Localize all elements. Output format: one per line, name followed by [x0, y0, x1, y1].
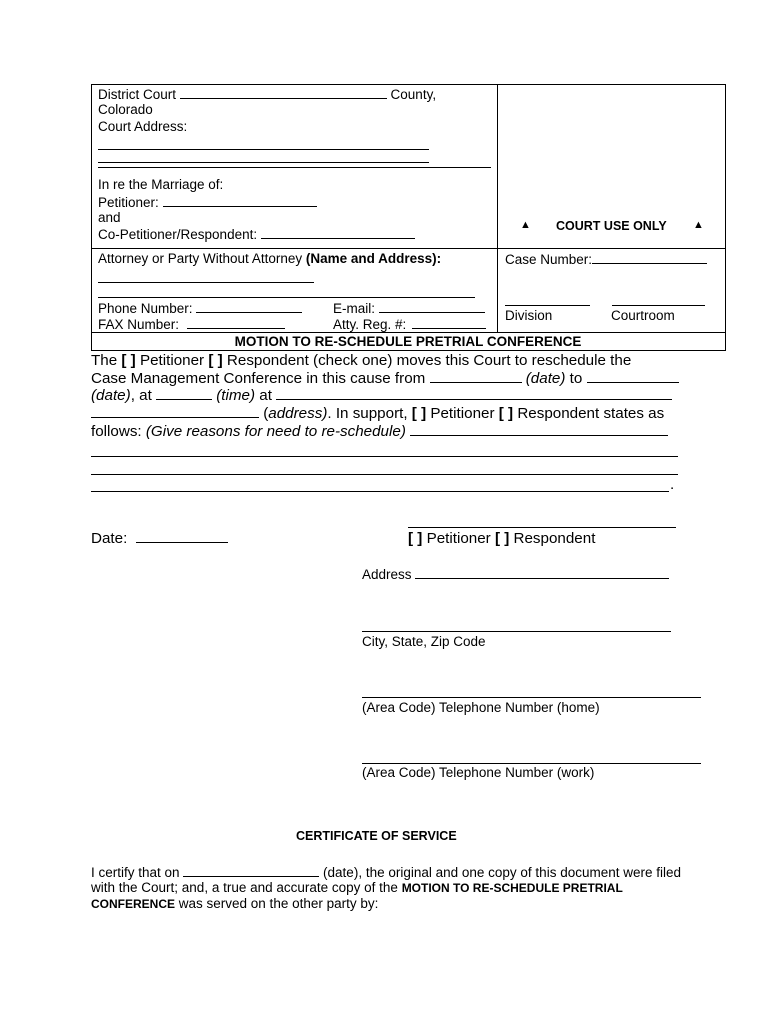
courtroom-label: Courtroom: [611, 308, 675, 323]
certificate-l1-a: I certify that on: [91, 865, 184, 880]
petitioner-line: [98, 194, 317, 210]
phone-blank[interactable]: [196, 300, 302, 313]
certificate-line-1: [91, 864, 681, 880]
body-the: The: [91, 352, 122, 369]
support-respondent-checkbox[interactable]: [ ]: [498, 405, 514, 422]
reasons-line-2[interactable]: [91, 456, 678, 457]
reasons-line-3[interactable]: [91, 474, 678, 475]
address-line: [362, 566, 669, 582]
atty-reg-blank[interactable]: [412, 316, 486, 329]
fax-blank[interactable]: [187, 316, 285, 329]
body-address-label: address): [268, 405, 328, 422]
body-petitioner: Petitioner: [135, 352, 209, 369]
up-arrow-icon: ▲: [693, 219, 704, 231]
certificate-date-blank[interactable]: [183, 864, 319, 877]
body-to: to: [565, 370, 587, 387]
attorney-address-line[interactable]: [98, 297, 475, 298]
body-line-5: [91, 423, 668, 440]
phone-home-blank[interactable]: [362, 697, 701, 698]
petitioner-checkbox[interactable]: [ ]: [121, 352, 136, 369]
body-date-label: (date): [91, 387, 131, 404]
certificate-line-2: [91, 880, 623, 895]
body-follows: follows:: [91, 423, 146, 440]
body-give-reasons: (Give reasons for need to re-schedule): [145, 423, 406, 440]
body-date-label: (date): [525, 370, 566, 387]
body-respondent-states: Respondent states as: [513, 405, 665, 422]
district-court-label: District Court: [98, 87, 177, 102]
email-label: E-mail:: [333, 301, 376, 316]
body-line-3: [91, 387, 672, 404]
from-date-blank[interactable]: [430, 370, 522, 383]
body-at: , at: [130, 387, 157, 404]
body-at-2: at: [255, 387, 277, 404]
court-use-only-label: COURT USE ONLY: [556, 219, 667, 233]
phone-label: Phone Number:: [98, 301, 193, 316]
body-petitioner-2: Petitioner: [426, 405, 499, 422]
attorney-label: [98, 251, 441, 266]
attorney-label-bold: (Name and Address):: [305, 251, 442, 266]
county-blank[interactable]: [180, 86, 387, 99]
certificate-l3-b: was served on the other party by:: [175, 896, 379, 911]
and-label: and: [98, 210, 121, 225]
state-label: Colorado: [98, 102, 153, 117]
court-address-label: Court Address:: [98, 119, 188, 134]
phone-work-blank[interactable]: [362, 763, 701, 764]
atty-reg-line: [333, 316, 486, 332]
city-state-zip-blank[interactable]: [362, 631, 671, 632]
sig-petitioner-label: Petitioner: [422, 530, 495, 547]
city-state-zip-label: City, State, Zip Code: [362, 634, 486, 649]
signature-line[interactable]: [408, 527, 676, 528]
body-in-support: . In support,: [327, 405, 412, 422]
reasons-line-4[interactable]: [91, 491, 669, 492]
case-number-label: Case Number:: [505, 252, 593, 267]
sig-respondent-label: Respondent: [509, 530, 596, 547]
respondent-checkbox[interactable]: [ ]: [208, 352, 223, 369]
support-petitioner-checkbox[interactable]: [ ]: [411, 405, 427, 422]
body-line-2-text: Case Management Conference in this cause from: [91, 370, 430, 387]
co-petitioner-label: Co-Petitioner/Respondent:: [98, 227, 258, 242]
fax-line: [98, 316, 285, 332]
certificate-line-3: [91, 896, 378, 911]
court-address-line-1[interactable]: [98, 149, 429, 150]
phone-work-label: (Area Code) Telephone Number (work): [362, 765, 595, 780]
phone-line: [98, 300, 302, 316]
body-time-label: (time): [216, 387, 256, 404]
address-input-blank[interactable]: [415, 566, 669, 579]
attorney-name-line[interactable]: [98, 282, 314, 283]
attorney-label-text: Attorney or Party Without Attorney: [98, 251, 306, 266]
sig-respondent-checkbox[interactable]: [ ]: [494, 530, 510, 547]
time-blank[interactable]: [156, 387, 212, 400]
date-line: [91, 530, 228, 547]
email-blank[interactable]: [379, 300, 485, 313]
body-paren: (: [259, 405, 269, 422]
location-blank[interactable]: [276, 387, 672, 400]
date-label: Date:: [91, 530, 128, 547]
address-label: Address: [362, 567, 412, 582]
sig-petitioner-checkbox[interactable]: [ ]: [408, 530, 423, 547]
court-address-line-3[interactable]: [98, 167, 491, 168]
division-blank[interactable]: [505, 305, 590, 306]
phone-home-label: (Area Code) Telephone Number (home): [362, 700, 600, 715]
date-blank[interactable]: [136, 530, 228, 543]
motion-title: MOTION TO RE-SCHEDULE PRETRIAL CONFERENCE: [234, 334, 582, 349]
co-petitioner-line: [98, 226, 415, 242]
district-court-line: [98, 86, 436, 102]
body-line-1: [91, 352, 631, 369]
up-arrow-icon: ▲: [520, 219, 531, 231]
certificate-heading: CERTIFICATE OF SERVICE: [296, 829, 457, 843]
county-label: County,: [390, 87, 437, 102]
court-address-line-2[interactable]: [98, 162, 429, 163]
certificate-l1-b: (date), the original and one copy of this document were filed: [319, 865, 682, 880]
case-number-line: [505, 251, 707, 267]
to-date-blank[interactable]: [587, 370, 679, 383]
certificate-l2-b: MOTION TO RE-SCHEDULE PRETRIAL: [401, 881, 623, 895]
certificate-l2-a: with the Court; and, a true and accurate copy of the: [91, 880, 402, 895]
division-label: Division: [505, 308, 553, 323]
email-line: [333, 300, 485, 316]
reasons-period: .: [670, 476, 675, 493]
co-petitioner-blank[interactable]: [261, 226, 415, 239]
case-number-blank[interactable]: [592, 251, 707, 264]
in-re-label: In re the Marriage of:: [98, 177, 224, 192]
certificate-l3-a: CONFERENCE: [91, 897, 176, 911]
petitioner-blank[interactable]: [163, 194, 317, 207]
body-line-2: [91, 370, 679, 387]
courtroom-blank[interactable]: [612, 305, 705, 306]
address-blank[interactable]: [91, 405, 259, 418]
fax-label: FAX Number:: [98, 317, 180, 332]
atty-reg-label: Atty. Reg. #:: [333, 317, 407, 332]
body-line-1-rest: Respondent (check one) moves this Court to reschedule the: [222, 352, 632, 369]
body-line-4: [91, 405, 664, 422]
pet-resp-line: [408, 530, 595, 547]
reasons-blank-1[interactable]: [410, 423, 668, 436]
petitioner-label: Petitioner:: [98, 195, 159, 210]
